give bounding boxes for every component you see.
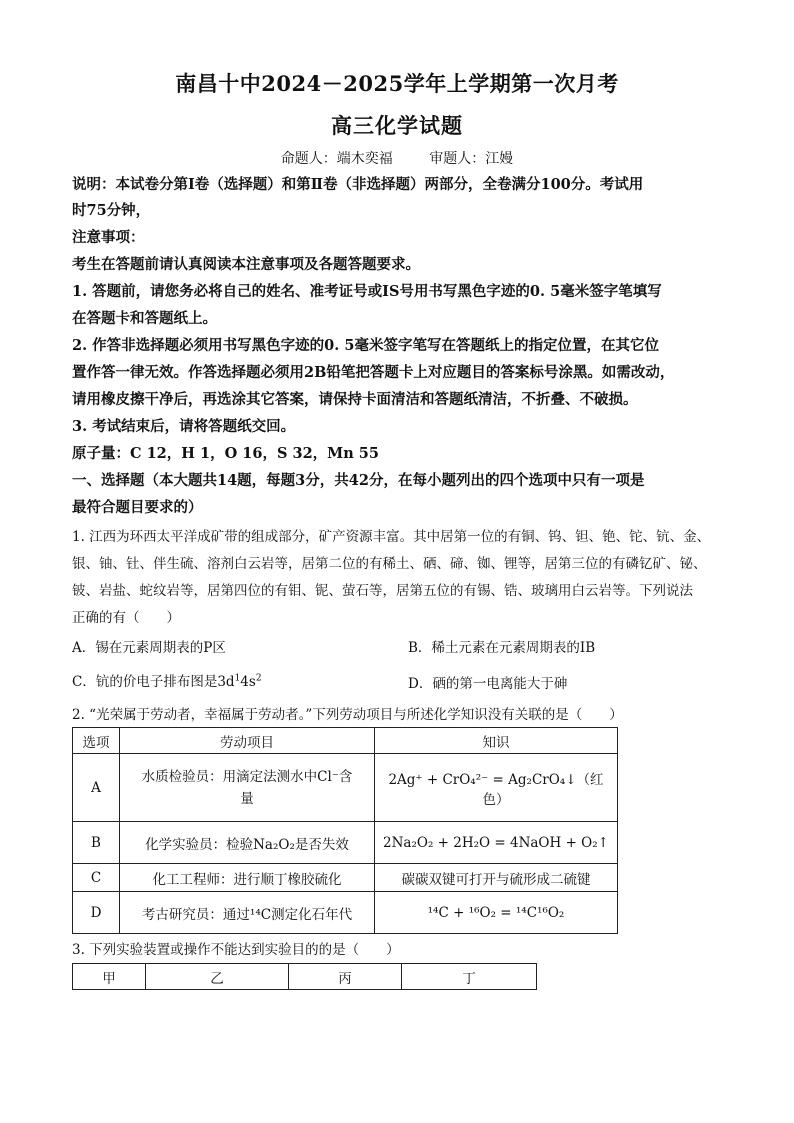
notice-item-3: 3. 考试结束后，请将答题纸交回。 (72, 418, 296, 435)
q2-row-b-project: 化学实验员：检验Na₂O₂是否失效 (120, 822, 375, 864)
notice-item-2-line-2: 置作答一律无效。作答选择题必须用2B铅笔把答题卡上对应题目的答案标号涂黑。如需改动， (72, 364, 675, 381)
q2-header-project: 劳动项目 (120, 728, 375, 754)
q2-row-d-option: D (73, 892, 120, 934)
q2-table (72, 727, 618, 934)
reviewer: 审题人：江嫚 (429, 151, 514, 167)
q1-stem-line-2: 银、铀、钍、伴生硫、溶剂白云岩等，居第二位的有稀土、硒、碲、铷、锂等，居第三位的有磷钇矿、铋、 (72, 556, 707, 572)
authors-line (0, 148, 794, 168)
q3-stem: 3. 下列实验装置或操作不能达到实验目的的是（ ） (72, 942, 400, 958)
atomic-mass: 原子量：C 12，H 1，O 16，S 32，Mn 55 (72, 445, 379, 462)
notice-item-2-line-1: 2. 作答非选择题必须用书写黑色字迹的0. 5毫米签字笔写在答题纸上的指定位置，在其它位 (72, 337, 659, 354)
notice-item-1-line-1: 1. 答题前，请您务必将自己的姓名、准考证号或IS号用书写黑色字迹的0. 5毫米签字笔填写 (72, 283, 662, 300)
q2-row-a-project-line-1: 水质检验员：用滴定法测水中Cl⁻含 (141, 768, 353, 785)
table-row (73, 864, 618, 892)
q2-header-knowledge: 知识 (375, 728, 618, 754)
q2-row-d-knowledge: ¹⁴C + ¹⁶O₂ = ¹⁴C¹⁶O₂ (375, 892, 618, 934)
q2-row-d-project: 考古研究员：通过¹⁴C测定化石年代 (120, 892, 375, 934)
q1-stem-line-3: 铍、岩盐、蛇纹岩等，居第四位的有钼、铌、萤石等，居第五位的有锡、锆、玻璃用白云岩等。下列说法 (72, 583, 693, 599)
q2-row-c-option: C (73, 864, 120, 892)
q2-stem: 2. “光荣属于劳动者，幸福属于劳动者。”下列劳动项目与所述化学知识没有关联的是（ ） (72, 707, 623, 723)
q1-option-b: B．稀土元素在元素周期表的ⅠB (408, 640, 596, 656)
q2-row-a-project (120, 754, 375, 822)
table-row (73, 892, 618, 934)
proposer: 命题人：端木奕福 (280, 151, 393, 167)
q2-row-a-option: A (73, 754, 120, 822)
exam-title: 南昌十中2024－2025学年上学期第一次月考 (175, 71, 619, 96)
q2-row-c-project: 化工工程师：进行顺丁橡胶硫化 (120, 864, 375, 892)
explain-line-2: 时75分钟， (72, 202, 151, 219)
q2-row-b-option: B (73, 822, 120, 864)
explain-line-1: 说明：本试卷分第Ⅰ卷（选择题）和第Ⅱ卷（非选择题）两部分，全卷满分100分。考试用 (72, 176, 644, 193)
q2-row-a-project-line-2: 量 (240, 790, 254, 807)
q1-stem-line-4: 正确的有（ ） (72, 610, 180, 626)
notice-item-1-line-2: 在答题卡和答题纸上。 (72, 310, 217, 327)
notice-item-2-line-3: 请用橡皮擦干净后，再选涂其它答案，请保持卡面清洁和答题纸清洁，不折叠、不破损。 (72, 391, 638, 408)
exam-subtitle: 高三化学试题 (331, 113, 463, 138)
q1-option-c-sup1: 1 (234, 673, 241, 684)
q3-header-bing: 丙 (289, 964, 402, 990)
q1-option-a: A．锡在元素周期表的P区 (72, 640, 226, 656)
q2-row-b-knowledge: 2Na₂O₂ + 2H₂O = 4NaOH + O₂↑ (375, 822, 618, 864)
q1-option-c-text: C．钪的价电子排布图是3d (72, 674, 235, 690)
q3-header-jia: 甲 (73, 964, 146, 990)
q2-row-a-knowledge: 2Ag⁺ + CrO₄²⁻ = Ag₂CrO₄↓（红色） (375, 754, 618, 822)
q1-option-d: D．硒的第一电离能大于砷 (408, 676, 568, 692)
q2-row-c-knowledge: 碳碳双键可打开与硫形成二硫键 (375, 864, 618, 892)
q1-option-c-sup2: 2 (255, 673, 262, 684)
section-1-heading-line-2: 最符合题目要求的） (72, 499, 203, 516)
q1-option-c-mid: 4s (240, 674, 256, 690)
q2-header-option: 选项 (73, 728, 120, 754)
q1-stem-line-1: 1. 江西为环西太平洋成矿带的组成部分，矿产资源丰富。其中居第一位的有铜、钨、钽、铯、铊、钪、金、 (72, 529, 711, 545)
q3-header-yi: 乙 (146, 964, 289, 990)
q1-option-c (72, 670, 262, 690)
notice-intro: 考生在答题前请认真阅读本注意事项及各题答题要求。 (72, 256, 420, 273)
q3-header-ding: 丁 (402, 964, 537, 990)
notice-title: 注意事项： (72, 229, 145, 246)
table-row (73, 754, 618, 822)
section-1-heading-line-1: 一、选择题（本大题共14题，每题3分，共42分，在每小题列出的四个选项中只有一项是 (72, 472, 645, 489)
table-row (73, 822, 618, 864)
q3-table (72, 963, 537, 990)
